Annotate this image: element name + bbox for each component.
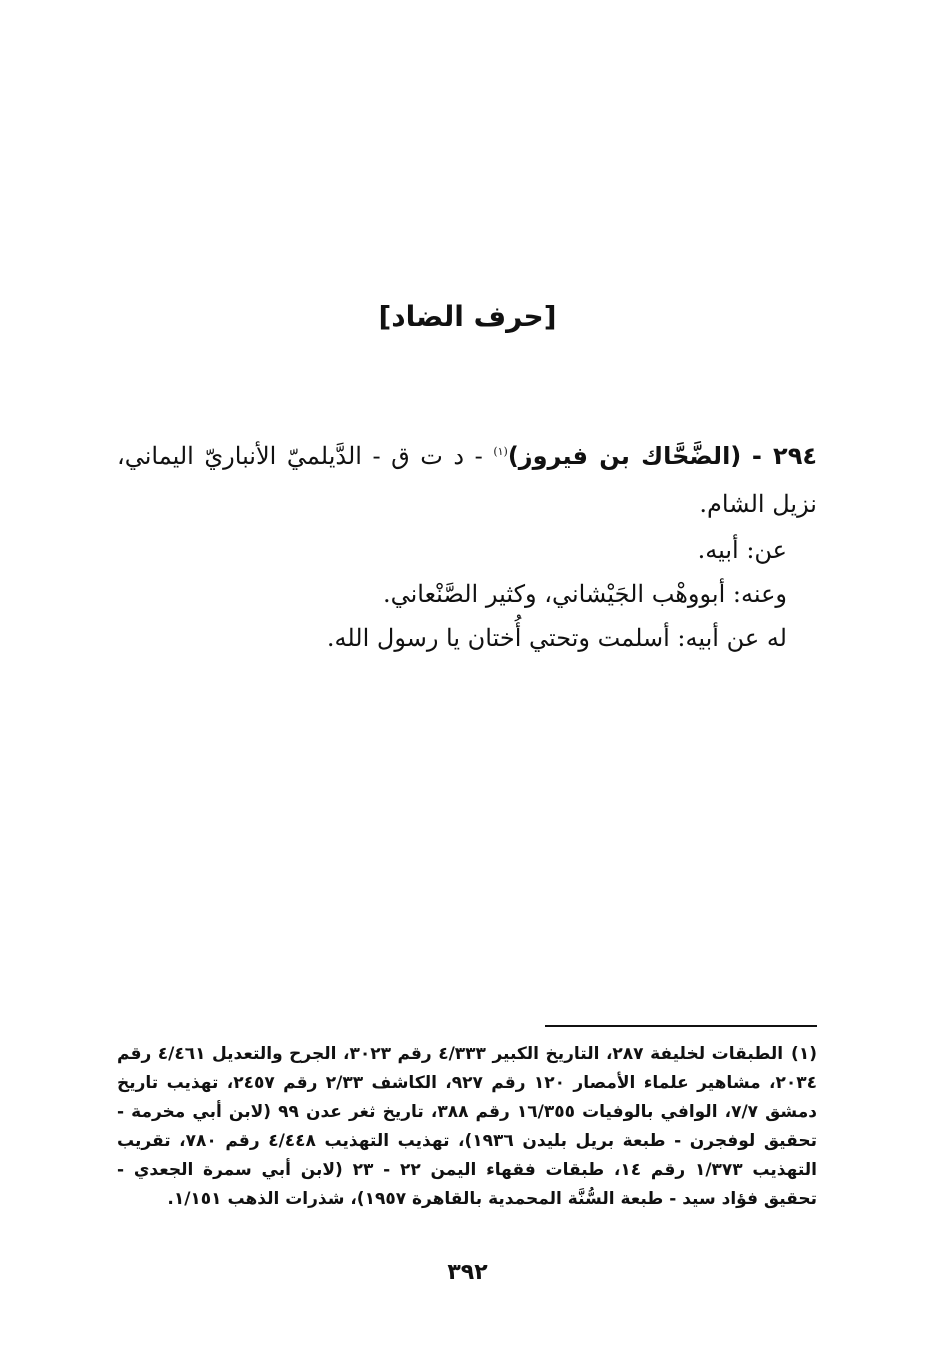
narrated-from-line: عن: أبيه. [697, 536, 787, 564]
entry-descriptor: - د ت ق - الدَّيلميّ الأنباريّ اليماني، نزيل الشام. [117, 442, 817, 518]
footnote-text: الطبقات لخليفة ٢٨٧، التاريخ الكبير ٤/٣٣٣ رقم ٣٠٢٣، الجرح والتعديل ٤/٤٦١ رقم ٢٠٣٤، مشاهير علماء الأمصار ١٢٠ رقم ٩٢٧، الكاشف ٢/٣٣ رقم ٢٤٥٧، تهذيب تاريخ دمشق ٧/٧، الوافي بالوفيات ١٦/٣٥٥ رقم ٣٨٨، تاريخ ثغر عدن ٩٩ (لابن أبي مخرمة - تحقيق لوفجرن - طبعة بريل بليدن ١٩٣٦)، تهذيب التهذيب ٤/٤٤٨ رقم ٧٨٠، تقريب التهذيب ١/٣٧٣ رقم ١٤، طبقات فقهاء اليمن ٢٢ - ٢٣ (لابن أبي سمرة الجعدي - تحقيق فؤاد سيد - طبعة السُّنَّة المحمدية بالقاهرة ١٩٥٧)، شذرات الذهب ١/١٥١. [117, 1044, 817, 1209]
entry-name: (الضَّحَّاك بن فيروز) [507, 442, 742, 470]
hadith-line: له عن أبيه: أسلمت وتحتي أُختان يا رسول الله. [326, 624, 787, 652]
students-line: وعنه: أبووهْب الجَيْشاني، وكثير الصَّنْعاني. [382, 580, 787, 608]
biography-entry [117, 432, 817, 660]
entry-number: ٢٩٤ - [751, 442, 817, 470]
footnote-marker: (١) [791, 1044, 817, 1064]
footnotes [117, 1040, 817, 1214]
footnote-divider [545, 1025, 817, 1027]
footnote-reference[interactable]: (١) [493, 445, 508, 458]
page-number: ٣٩٢ [447, 1260, 488, 1285]
section-heading: [حرف الضاد] [378, 300, 557, 333]
entry-heading [117, 432, 817, 528]
